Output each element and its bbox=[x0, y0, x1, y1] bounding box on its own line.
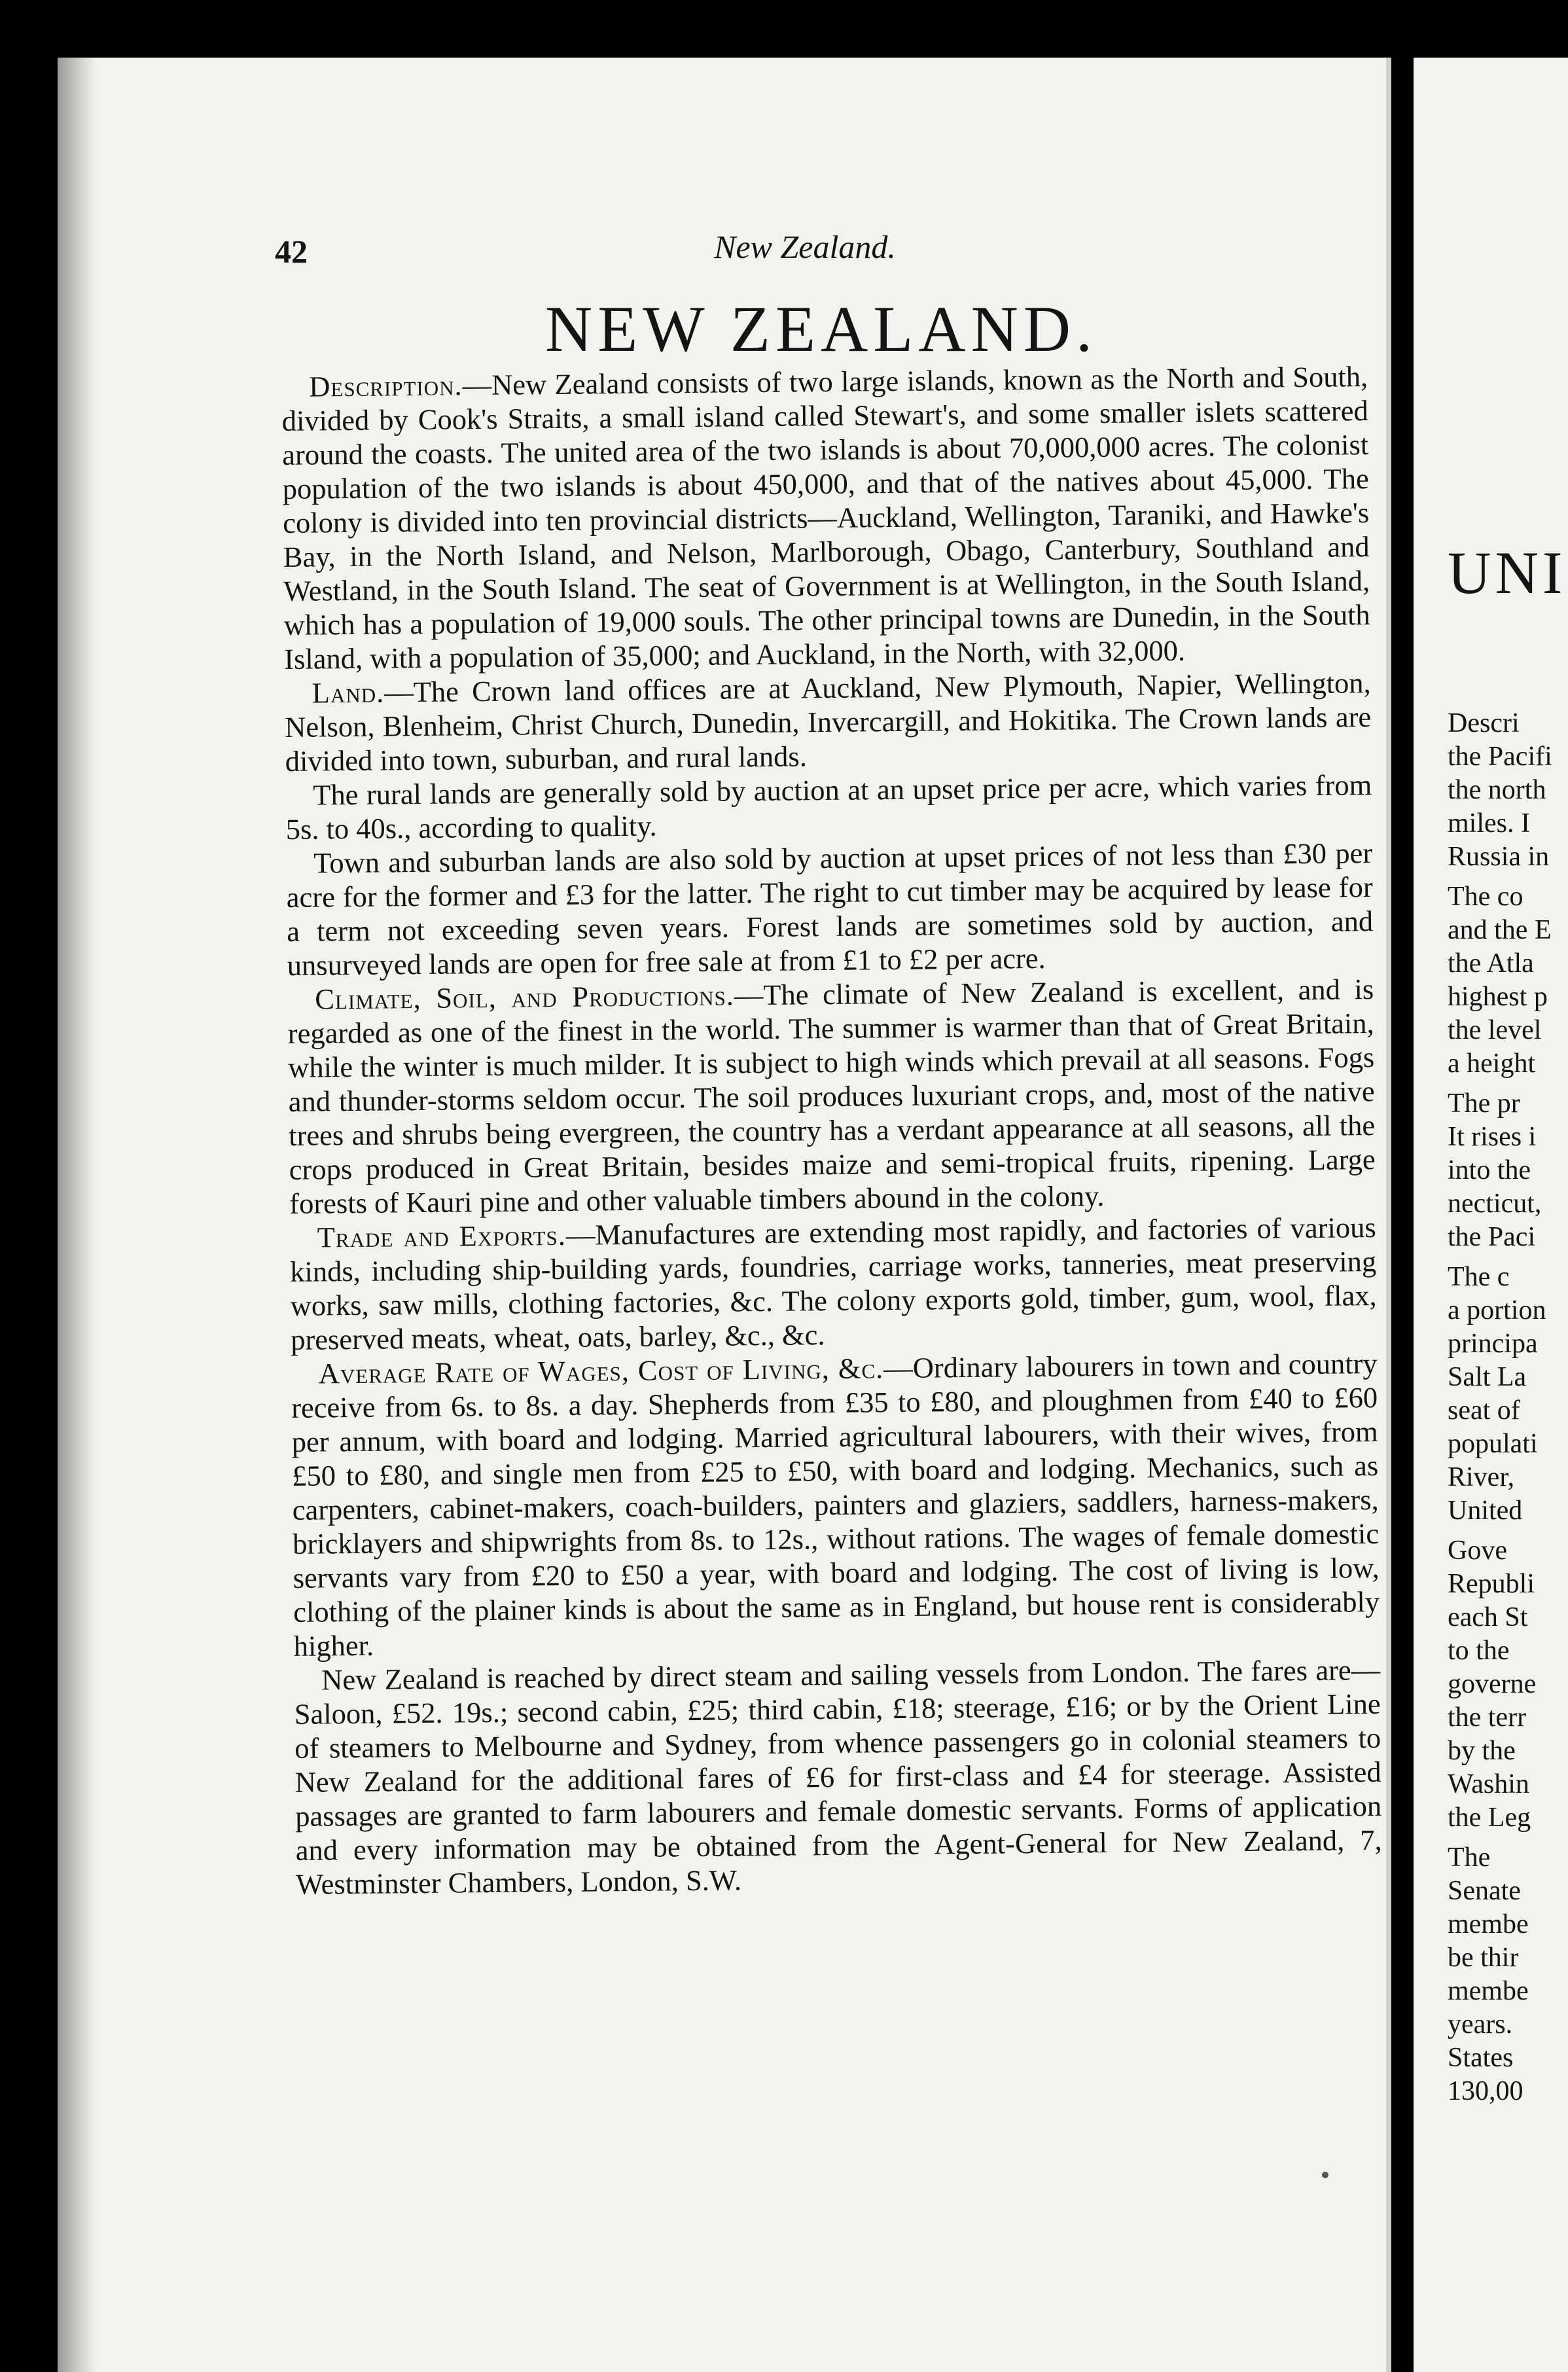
running-title: New Zealand. bbox=[714, 228, 896, 265]
right-page-line: Washin bbox=[1448, 1769, 1529, 1799]
right-page-line bbox=[1448, 874, 1568, 880]
right-page-line bbox=[1448, 1528, 1568, 1534]
right-page-line: miles. I bbox=[1448, 808, 1530, 838]
right-page-line: by the bbox=[1448, 1736, 1516, 1766]
right-page-line: governe bbox=[1448, 1669, 1537, 1699]
paragraph-text: —The Crown land offices are at Auckland, New Plymouth, Napier, Wellington, Nelson, Blenheim, Christ Church, Dunedin, Invercargill, and Hokitika. The Crown lands are divided into town, suburban, and rural lands. bbox=[285, 666, 1372, 778]
section-label: Average Rate of Wages, Cost of Living, &c. bbox=[318, 1352, 884, 1390]
right-page-line: the Pacifi bbox=[1448, 742, 1552, 772]
right-page-title: UNI bbox=[1448, 539, 1567, 606]
paragraph-trade bbox=[289, 1210, 1377, 1357]
right-page-line: The bbox=[1448, 1842, 1491, 1873]
paragraph-text: The rural lands are generally sold by auction at an upset price per acre, which varies from 5s. to 40s., according to quality. bbox=[285, 768, 1372, 846]
right-page-line: membe bbox=[1448, 1909, 1529, 1939]
right-page-line: a height bbox=[1448, 1049, 1536, 1079]
paragraph-rural-lands bbox=[285, 768, 1372, 846]
paragraph-text: New Zealand is reached by direct steam and sailing vessels from London. The fares are—Saloon, £52. 19s.; second cabin, £25; third cabin, £18; steerage, £16; or by the Orient Line of steamers to Melbourne and Sydney, from whence passengers go in colonial steamers to New Zealand for the additional fares of £6 for first-class and £4 for steerage. Assisted passages are granted to farm labourers and female domestic servants. Forms of application and every information may be obtained from the Agent-General for New Zealand, 7, Westminster Chambers, London, S.W. bbox=[294, 1653, 1382, 1901]
right-page-line: Salt La bbox=[1448, 1362, 1527, 1392]
page-number: 42 bbox=[275, 233, 308, 270]
body-text bbox=[281, 359, 1382, 1901]
right-page-line: a portion bbox=[1448, 1295, 1546, 1325]
ink-speck bbox=[1322, 2172, 1328, 2178]
right-page-line: River, bbox=[1448, 1462, 1515, 1492]
section-label: Trade and Exports. bbox=[317, 1218, 567, 1254]
right-page-line: the north bbox=[1448, 775, 1546, 805]
gutter-shadow bbox=[58, 58, 97, 2372]
right-page-line: 130,00 bbox=[1448, 2076, 1523, 2106]
right-page-line: The co bbox=[1448, 882, 1523, 912]
right-page-line: Gove bbox=[1448, 1536, 1507, 1566]
right-page-line: the terr bbox=[1448, 1702, 1527, 1733]
right-page-line: highest p bbox=[1448, 982, 1548, 1012]
right-page-column bbox=[1448, 707, 1568, 2108]
right-page-line: and the E bbox=[1448, 915, 1552, 945]
paragraph-text: Town and suburban lands are also sold by auction at upset prices of not less than £30 per acre for the former and £3 for the latter. The right to cut timber may be acquired by lease for a term not exceeding seven years. Forest lands are sometimes sold by auction, and unsurveyed lands are open for free sale at from £1 to £2 per acre. bbox=[286, 836, 1374, 982]
paragraph-climate bbox=[287, 972, 1376, 1221]
right-page-line: the level bbox=[1448, 1015, 1542, 1045]
paragraph-wages bbox=[291, 1346, 1380, 1663]
right-page-line: The pr bbox=[1448, 1088, 1520, 1119]
right-page-line: United bbox=[1448, 1496, 1523, 1526]
right-page-line: into the bbox=[1448, 1155, 1531, 1185]
right-page-line: The c bbox=[1448, 1262, 1510, 1292]
paragraph-text: —New Zealand consists of two large islands, known as the North and South, divided by Cook's Straits, a small island called Stewart's, and some smaller islets scattered around the coasts. The united area of the two islands is about 70,000,000 acres. The colonist population of the two islands is about 450,000, and that of the natives about 45,000. The colony is divided into ten provincial districts—Auckland, Wellington, Taraniki, and Hawke's Bay, in the North Island, and Nelson, Marlborough, Obago, Canterbury, Southland and Westland, in the South Island. The seat of Government is at Wellington, in the South Island, which has a population of 19,000 souls. The other principal towns are Dunedin, in the South Island, with a population of 35,000; and Auckland, in the North, with 32,000. bbox=[281, 360, 1370, 675]
right-page-line bbox=[1448, 1254, 1568, 1261]
right-page-line: principa bbox=[1448, 1329, 1538, 1359]
right-page-line: Republi bbox=[1448, 1569, 1535, 1599]
paragraph-passage bbox=[294, 1653, 1382, 1901]
right-page-line: to the bbox=[1448, 1636, 1510, 1666]
section-label: Land. bbox=[312, 675, 385, 710]
right-page-line: It rises i bbox=[1448, 1122, 1537, 1152]
paragraph-description bbox=[281, 359, 1370, 676]
paragraph-town-lands bbox=[286, 836, 1374, 982]
right-page-line: Descri bbox=[1448, 708, 1520, 738]
right-page-line: the Leg bbox=[1448, 1803, 1531, 1833]
right-page-line: populati bbox=[1448, 1429, 1538, 1459]
section-label: Climate, Soil, and Productions. bbox=[314, 979, 735, 1016]
right-page-line: be thir bbox=[1448, 1943, 1519, 1973]
right-page-line: States bbox=[1448, 2043, 1514, 2073]
right-page-line bbox=[1448, 1081, 1568, 1087]
paragraph-text: —Manufactures are extending most rapidly, and factories of various kinds, including ship-building yards, foundries, carriage works, tanneries, meat preserving works, saw mills, clothing factories, &c. The colony exports gold, timber, gum, wool, flax, preserved meats, wheat, oats, barley, &c., &c. bbox=[289, 1211, 1377, 1356]
paragraph-text: —The climate of New Zealand is excellent, and is regarded as one of the finest in the world. The summer is warmer than that of Great Britain, while the winter is much milder. It is subject to high winds which prevail at all seasons. Fogs and thunder-storms seldom occur. The soil produces luxuriant crops, and, most of the native trees and shrubs being evergreen, the country has a verdant appearance at all seasons, all the crops produced in Great Britain, besides maize and semi-tropical fruits, ripening. Large forests of Kauri pine and other valuable timbers abound in the colony. bbox=[287, 973, 1376, 1220]
right-page-line: seat of bbox=[1448, 1395, 1520, 1426]
right-page-line: each St bbox=[1448, 1602, 1528, 1632]
right-page-line: the Paci bbox=[1448, 1222, 1536, 1252]
paragraph-land bbox=[284, 666, 1371, 778]
right-page-line: membe bbox=[1448, 1976, 1529, 2006]
right-page-line: the Atla bbox=[1448, 948, 1534, 979]
page-edge bbox=[1386, 58, 1391, 2372]
right-page-line: necticut, bbox=[1448, 1189, 1542, 1219]
page-title: NEW ZEALAND. bbox=[545, 293, 1097, 365]
paragraph-text: —Ordinary labourers in town and country receive from 6s. to 8s. a day. Shepherds from £35 to £80, and ploughmen from £40 to £60 per annum, with board and lodging. Married agricultural labourers, with their wives, from £50 to £80, and single men from £25 to £50, with board and lodging. Mechanics, such as carpenters, cabinet-makers, coach-builders, painters and glaziers, saddlers, harness-makers, bricklayers and shipwrights from 8s. to 12s., without rations. The wages of female domestic servants vary from £20 to £50 a year, with board and lodging. The cost of living is low, clothing of the plainer kinds is about the same as in England, but house rent is considerably higher. bbox=[291, 1346, 1380, 1662]
right-page-line: Russia in bbox=[1448, 842, 1550, 872]
right-page-line: Senate bbox=[1448, 1876, 1521, 1906]
right-page-line: years. bbox=[1448, 2009, 1513, 2040]
right-page-line bbox=[1448, 1835, 1568, 1841]
section-label: Description. bbox=[309, 368, 463, 403]
